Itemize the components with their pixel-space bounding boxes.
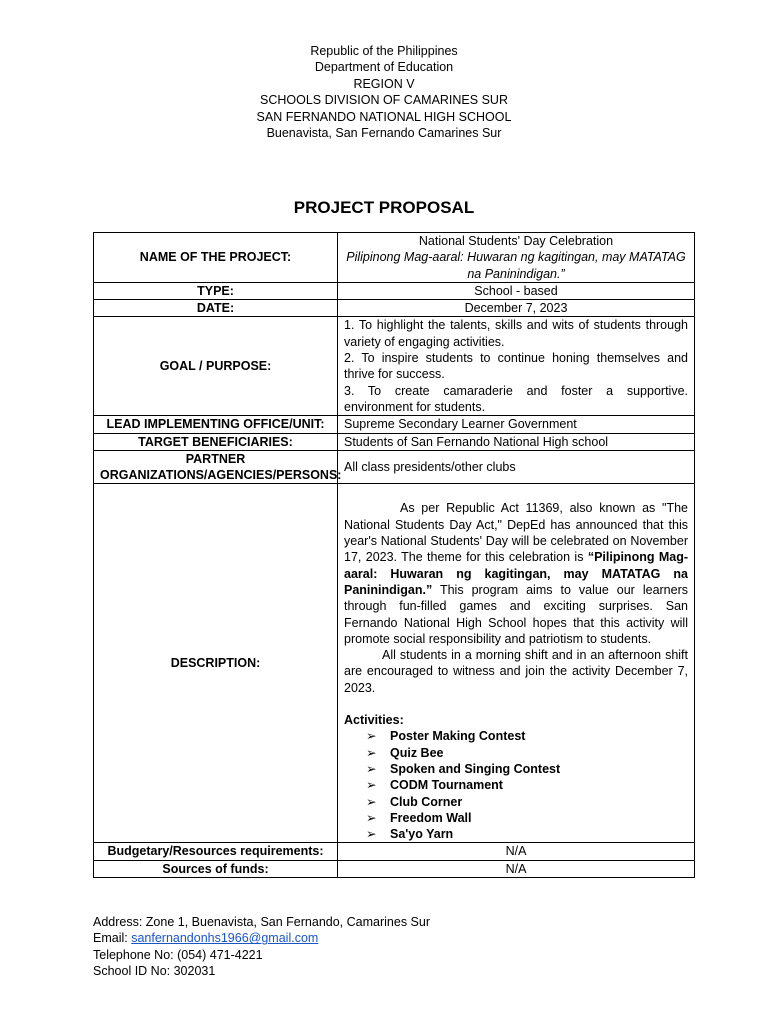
arrow-bullet-icon: ➢ xyxy=(366,794,377,809)
type-value: School - based xyxy=(338,282,695,299)
activity-label: Spoken and Singing Contest xyxy=(390,761,561,776)
footer-email-line xyxy=(93,930,430,946)
funds-value: N/A xyxy=(338,860,695,877)
arrow-bullet-icon: ➢ xyxy=(366,827,377,842)
activity-label: CODM Tournament xyxy=(390,778,503,793)
email-link[interactable]: sanfernandonhs1966@gmail.com xyxy=(131,931,319,946)
description-text: As per Republic Act 11369, also known as "The National Students Day Act," DepEd has announced that this year's National Students' Day will be celebrated on November 17, 2023. The theme for this celebration is xyxy=(344,501,688,565)
table-row xyxy=(94,416,695,433)
list-item xyxy=(366,826,688,842)
date-value: December 7, 2023 xyxy=(338,300,695,317)
project-name-line: National Students' Day Celebration xyxy=(418,234,614,248)
table-row xyxy=(94,300,695,317)
letterhead-department: Department of Education xyxy=(314,60,454,75)
footer-email-label: Email: xyxy=(93,931,132,946)
funds-label: Sources of funds: xyxy=(94,860,338,877)
letterhead-school: SAN FERNANDO NATIONAL HIGH SCHOOL xyxy=(256,109,512,124)
letterhead-country: Republic of the Philippines xyxy=(310,44,458,58)
list-item xyxy=(366,761,688,777)
description-value xyxy=(338,484,695,843)
table-row xyxy=(94,317,695,416)
letterhead xyxy=(0,43,768,141)
activity-label: Poster Making Contest xyxy=(390,729,526,744)
activities-list xyxy=(344,728,688,842)
description-theme: “Pilipinong Mag-aaral: Huwaran ng kagitingan, may MATATAG na Paninindigan.” xyxy=(344,550,688,597)
activities-title: Activities: xyxy=(344,713,404,728)
footer-telephone: Telephone No: (054) 471-4221 xyxy=(93,947,263,962)
description-paragraph xyxy=(344,500,688,647)
budget-value: N/A xyxy=(338,843,695,860)
goal-label: GOAL / PURPOSE: xyxy=(94,317,338,416)
table-row xyxy=(94,860,695,877)
lead-office-value: Supreme Secondary Learner Government xyxy=(338,416,695,433)
table-row xyxy=(94,484,695,843)
description-text: This program aims to value our learners through fun-filled games and exciting surprises. San Fernando National High School hopes that this activity will promote social responsibility and patriotism to students. xyxy=(344,582,688,646)
footer xyxy=(93,914,430,980)
goal-list xyxy=(344,317,688,415)
list-item xyxy=(366,728,688,744)
target-beneficiaries-value: Students of San Fernando National High school xyxy=(338,433,695,450)
table-row xyxy=(94,843,695,860)
project-name-value xyxy=(338,233,695,283)
table-row xyxy=(94,233,695,283)
table-row xyxy=(94,433,695,450)
list-item xyxy=(366,745,688,761)
project-theme-line: Pilipinong Mag-aaral: Huwaran ng kagitingan, may MATATAG na Paninindigan.” xyxy=(346,250,686,281)
arrow-bullet-icon: ➢ xyxy=(366,810,377,825)
table-row xyxy=(94,282,695,299)
description-label: DESCRIPTION: xyxy=(94,484,338,843)
letterhead-location: Buenavista, San Fernando Camarines Sur xyxy=(266,126,502,141)
partner-label: PARTNER ORGANIZATIONS/AGENCIES/PERSONS: xyxy=(94,450,338,484)
activity-label: Quiz Bee xyxy=(390,745,444,760)
target-beneficiaries-label: TARGET BENEFICIARIES: xyxy=(94,433,338,450)
budget-label: Budgetary/Resources requirements: xyxy=(94,843,338,860)
date-label: DATE: xyxy=(94,300,338,317)
list-item xyxy=(366,810,688,826)
proposal-table xyxy=(93,232,695,878)
arrow-bullet-icon: ➢ xyxy=(366,729,377,744)
letterhead-region: REGION V xyxy=(353,76,415,91)
goal-item: 3. To create camaraderie and foster a supportive. environment for students. xyxy=(344,383,688,414)
description-paragraph: All students in a morning shift and in an afternoon shift are encouraged to witness and join the activity December 7, 2023. xyxy=(344,648,688,695)
lead-office-label: LEAD IMPLEMENTING OFFICE/UNIT: xyxy=(94,416,338,433)
activity-label: Freedom Wall xyxy=(390,810,472,825)
activity-label: Sa'yo Yarn xyxy=(390,827,454,842)
footer-address: Address: Zone 1, Buenavista, San Fernando, Camarines Sur xyxy=(93,915,430,929)
table-row xyxy=(94,450,695,484)
goal-item: 1. To highlight the talents, skills and wits of students through variety of engaging activities. xyxy=(344,318,688,349)
list-item xyxy=(366,777,688,793)
arrow-bullet-icon: ➢ xyxy=(366,778,377,793)
list-item xyxy=(366,794,688,810)
activity-label: Club Corner xyxy=(390,794,463,809)
type-label: TYPE: xyxy=(94,282,338,299)
goal-item: 2. To inspire students to continue honing themselves and thrive for success. xyxy=(344,351,688,382)
arrow-bullet-icon: ➢ xyxy=(366,761,377,776)
goal-value xyxy=(338,317,695,416)
partner-value: All class presidents/other clubs xyxy=(338,450,695,484)
page-title: PROJECT PROPOSAL xyxy=(293,198,475,217)
letterhead-division: SCHOOLS DIVISION OF CAMARINES SUR xyxy=(260,93,508,108)
arrow-bullet-icon: ➢ xyxy=(366,745,377,760)
project-name-label: NAME OF THE PROJECT: xyxy=(94,233,338,283)
footer-school-id: School ID No: 302031 xyxy=(93,964,216,979)
